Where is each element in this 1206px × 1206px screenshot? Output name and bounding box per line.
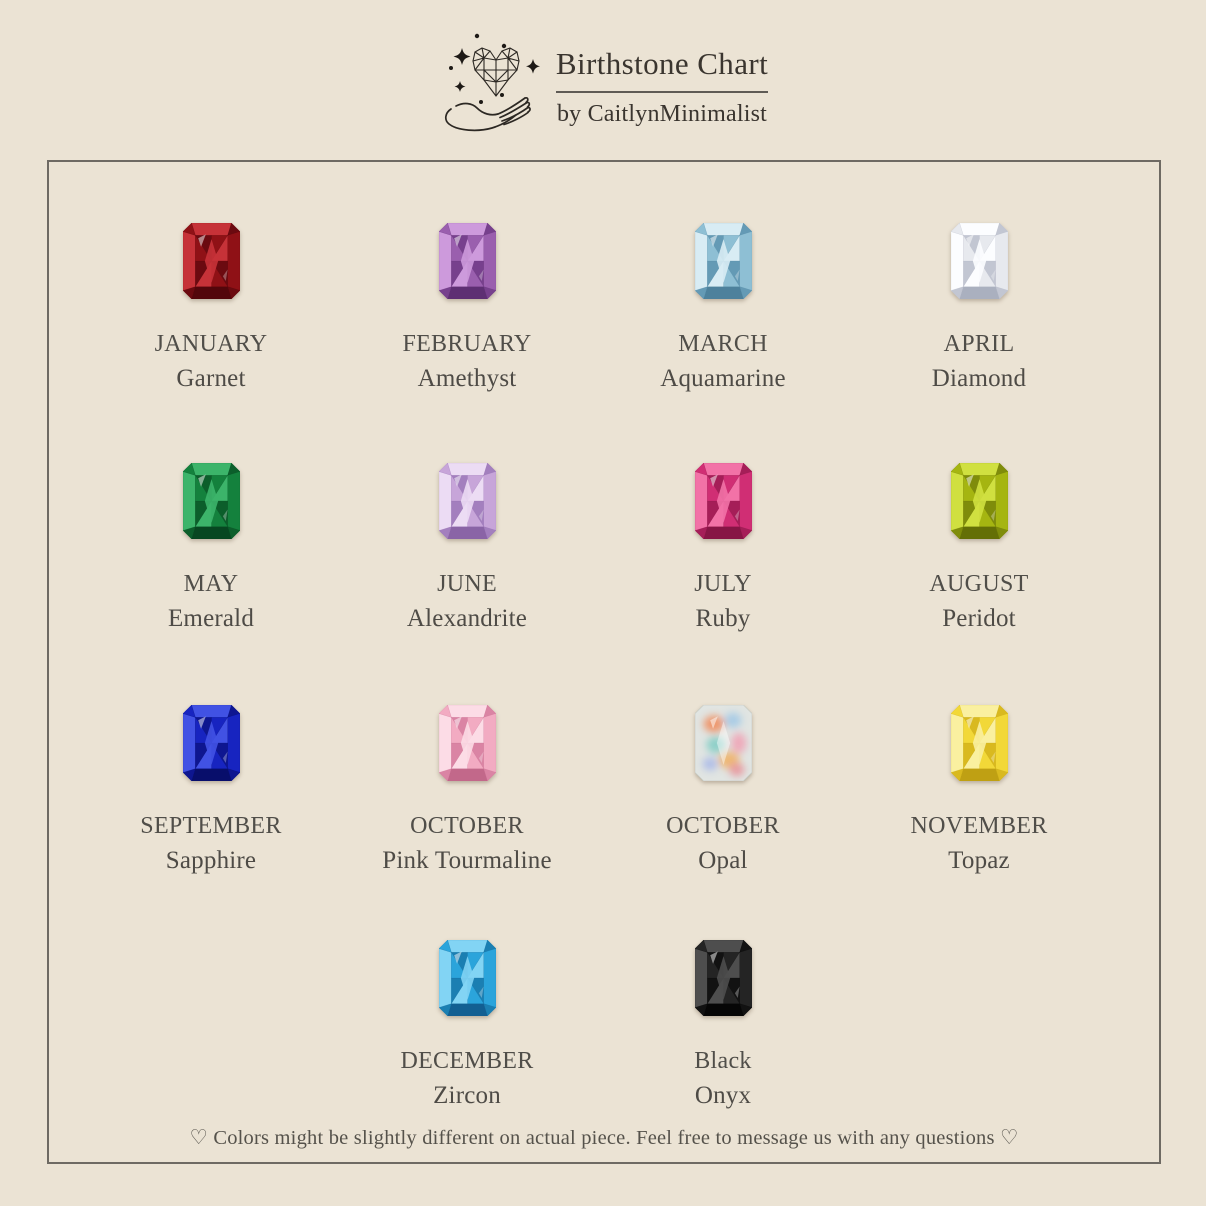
gem-pink-tourmaline: [439, 705, 496, 781]
gem-aquamarine: [695, 223, 752, 299]
stone-card-may: [83, 463, 339, 631]
stone-month: FEBRUARY: [402, 331, 532, 357]
gem-topaz: [951, 705, 1008, 781]
stone-month: JUNE: [437, 571, 497, 597]
page-title: Birthstone Chart: [555, 46, 769, 81]
stone-name: Alexandrite: [406, 605, 528, 632]
stone-card-march: [595, 223, 851, 391]
stone-card-black-onyx: [595, 940, 851, 1108]
stone-card-november: [851, 705, 1107, 873]
title-divider: [556, 91, 768, 93]
gem-garnet: [183, 223, 240, 299]
stone-month: OCTOBER: [666, 813, 780, 839]
stone-month: APRIL: [943, 331, 1015, 357]
gem-amethyst: [439, 223, 496, 299]
open-hand-icon: [446, 98, 530, 131]
stone-name: Sapphire: [165, 847, 257, 874]
stone-name: Emerald: [167, 605, 255, 632]
stone-month: MAY: [183, 571, 239, 597]
stone-card-september: [83, 705, 339, 873]
brand-byline: by CaitlynMinimalist: [556, 101, 767, 127]
stone-month: AUGUST: [929, 571, 1029, 597]
stone-row-3: [83, 705, 1107, 873]
stone-name: Peridot: [942, 605, 1016, 632]
stone-name: Zircon: [433, 1082, 501, 1109]
gem-ruby: [695, 463, 752, 539]
footnote: ♡ Colors might be slightly different on actual piece. Feel free to message us with any questions ♡: [189, 1127, 1019, 1149]
gem-zircon: [439, 940, 496, 1016]
stone-name: Pink Tourmaline: [382, 847, 552, 874]
stone-row-1: [83, 223, 1107, 391]
stone-month: JANUARY: [154, 331, 268, 357]
stone-card-february: [339, 223, 595, 391]
stone-card-october-opal: [595, 705, 851, 873]
stone-month: OCTOBER: [410, 813, 524, 839]
stone-card-july: [595, 463, 851, 631]
stone-name: Diamond: [931, 365, 1027, 392]
stone-name: Amethyst: [417, 365, 517, 392]
stone-name: Garnet: [176, 365, 246, 392]
stone-card-january: [83, 223, 339, 391]
stone-month: JULY: [694, 571, 752, 597]
heart-in-hand-logo: [438, 22, 542, 134]
gem-black-onyx: [695, 940, 752, 1016]
stone-row-2: [83, 463, 1107, 631]
stone-name: Aquamarine: [660, 365, 786, 392]
stone-card-april: [851, 223, 1107, 391]
stone-month: NOVEMBER: [910, 813, 1048, 839]
gem-sapphire: [183, 705, 240, 781]
stone-card-december: [339, 940, 595, 1108]
stone-name: Topaz: [948, 847, 1010, 874]
birthstone-chart-box: [47, 160, 1161, 1164]
stone-name: Onyx: [694, 1082, 752, 1109]
stone-card-october-tourmaline: [339, 705, 595, 873]
header: [0, 22, 1206, 134]
gem-diamond: [951, 223, 1008, 299]
gem-peridot: [951, 463, 1008, 539]
title-block: [556, 28, 768, 128]
stone-card-august: [851, 463, 1107, 631]
stone-month: Black: [694, 1048, 752, 1074]
stone-month: SEPTEMBER: [140, 813, 282, 839]
stone-month: DECEMBER: [400, 1048, 534, 1074]
gem-emerald: [183, 463, 240, 539]
stone-month: MARCH: [678, 331, 768, 357]
stone-row-4: [83, 940, 1107, 1108]
stone-card-june: [339, 463, 595, 631]
stone-name: Opal: [698, 847, 748, 874]
gem-opal: [695, 705, 752, 781]
stone-name: Ruby: [695, 605, 751, 632]
gem-alexandrite: [439, 463, 496, 539]
geometric-heart-icon: [473, 48, 519, 96]
